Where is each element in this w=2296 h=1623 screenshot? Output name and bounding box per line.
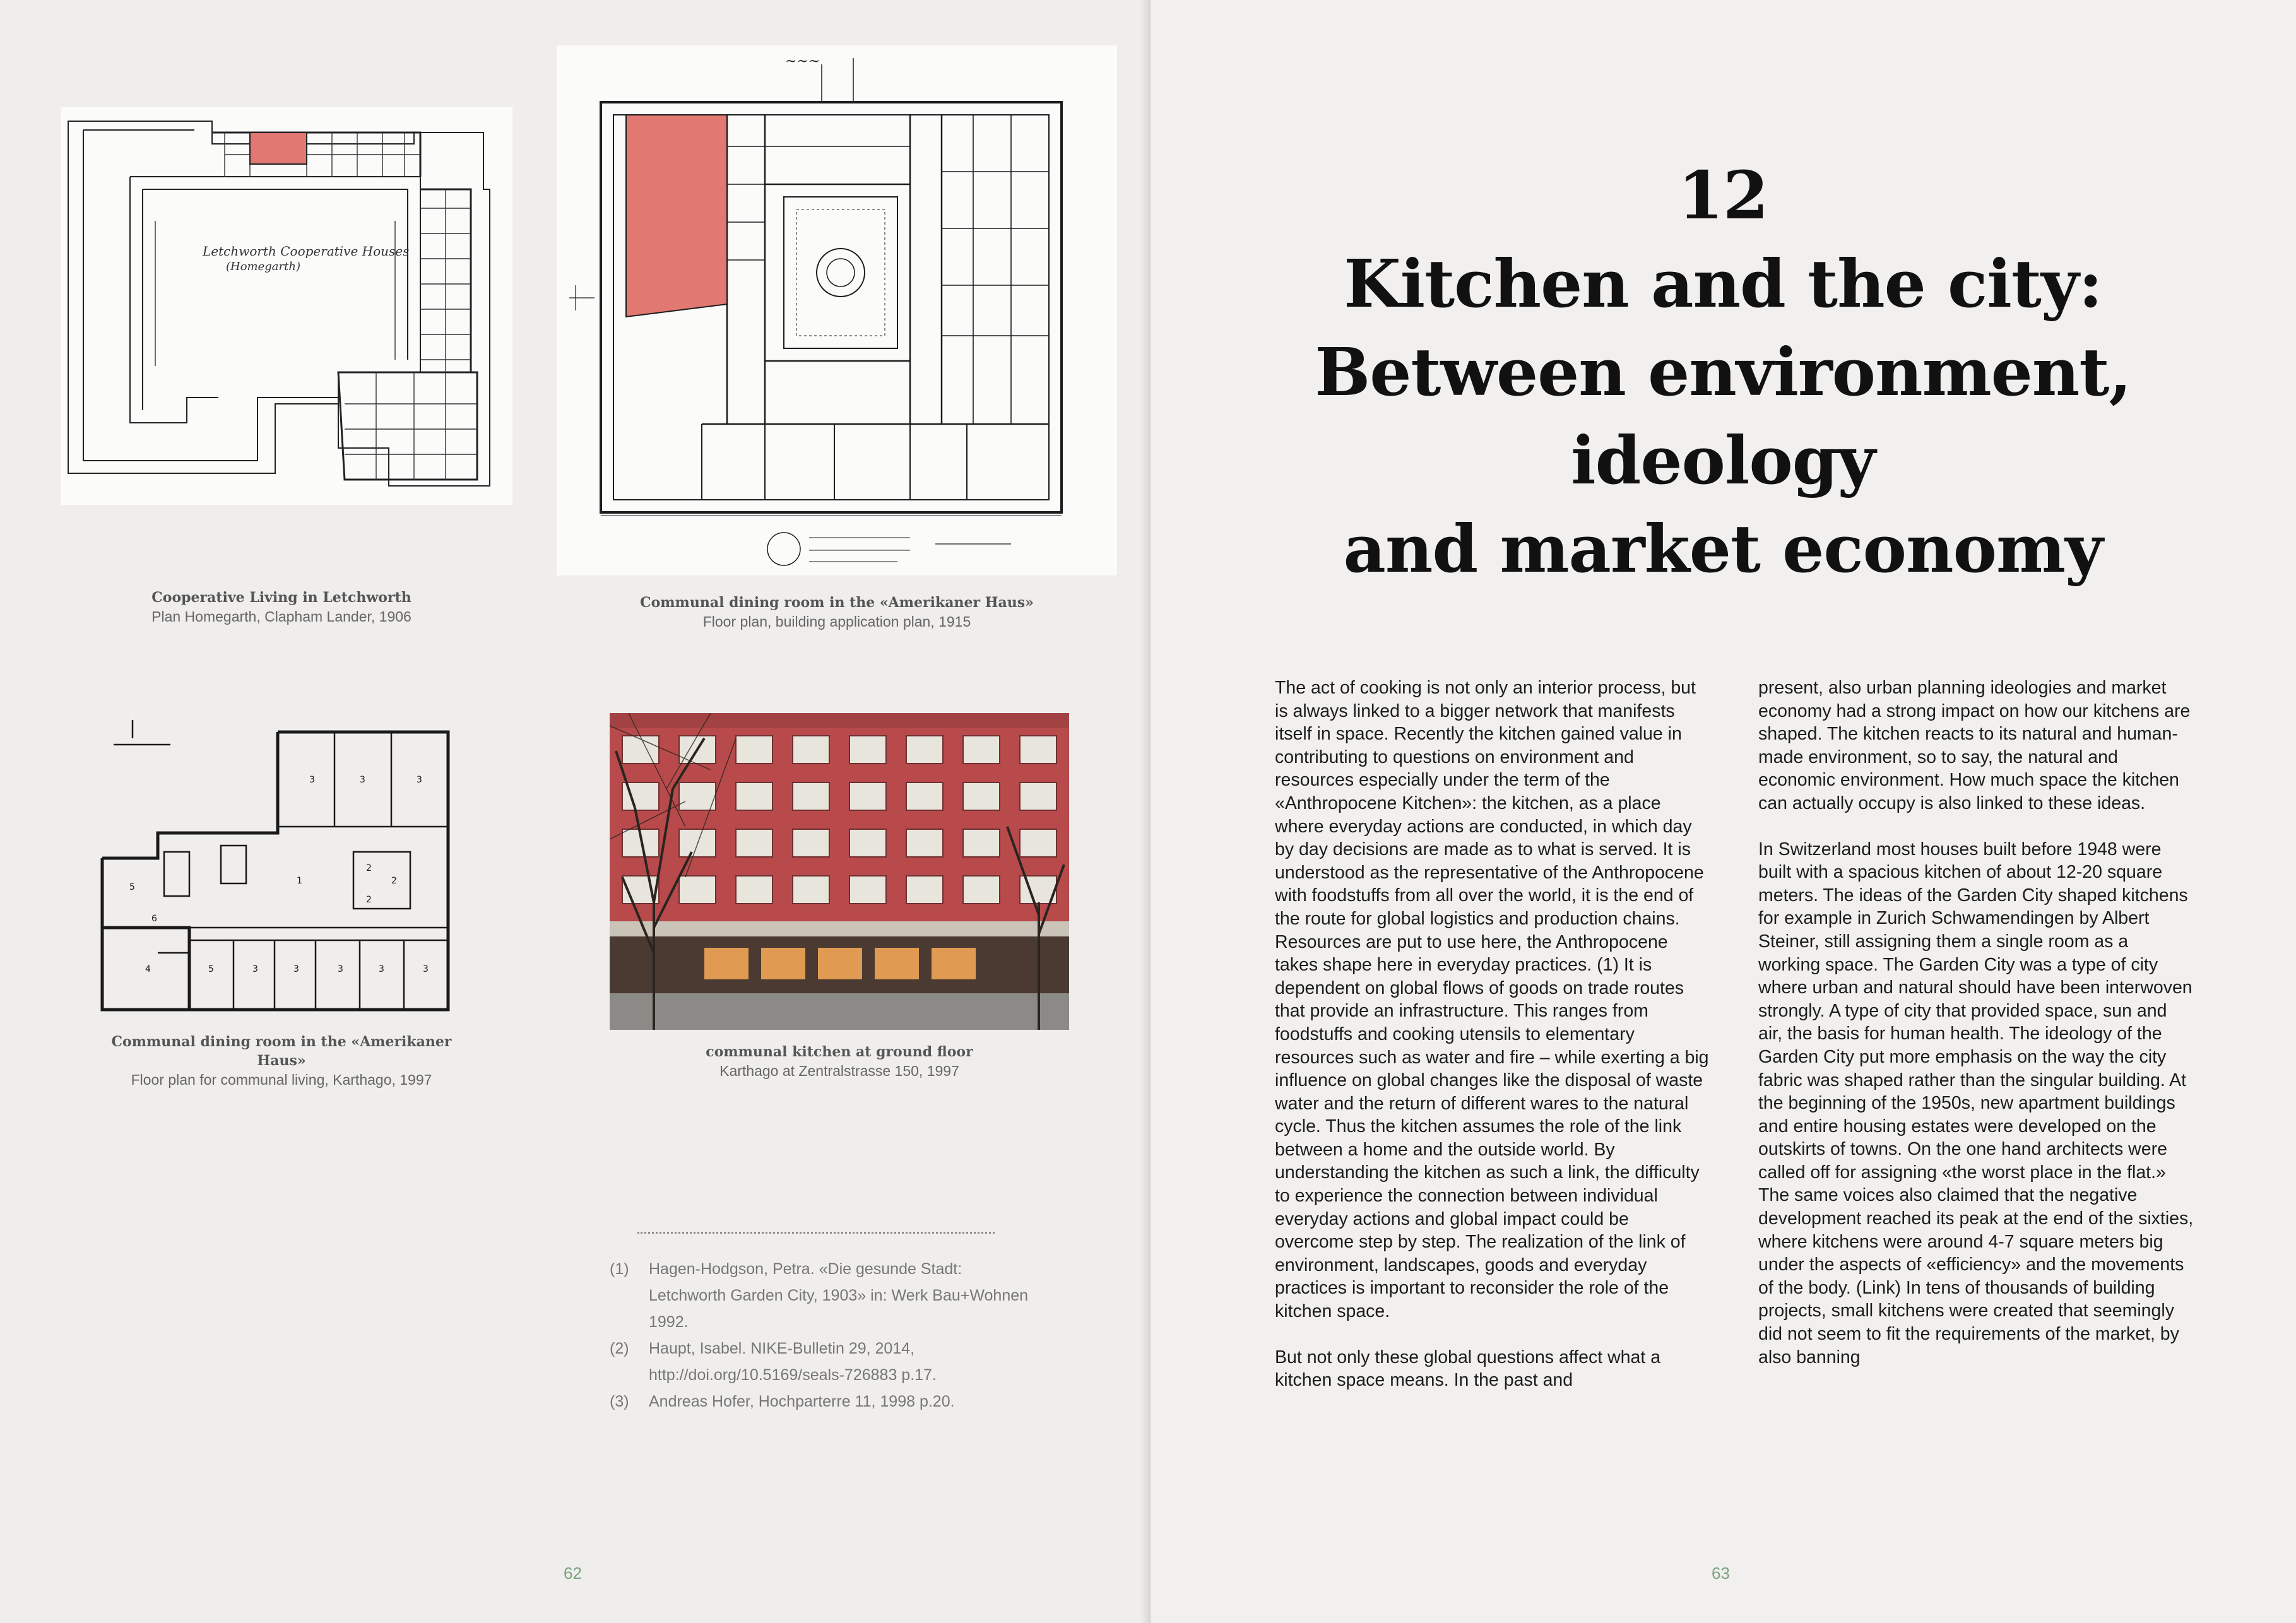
- caption-title: Communal dining room in the «Amerikaner Haus»: [111, 1034, 452, 1069]
- caption-title: Cooperative Living in Letchworth: [151, 589, 411, 606]
- karthago-floor-plan-figure: [95, 719, 458, 1016]
- left-page: [0, 0, 1147, 1623]
- svg-text:3: 3: [417, 775, 422, 785]
- footnote-text: Hagen-Hodgson, Petra. «Die gesunde Stadt: Letchworth Garden City, 1903» in: Werk Bau+Wohnen 1992.: [649, 1260, 1029, 1331]
- karthago-floor-plan-drawing: [95, 719, 458, 1016]
- figure-caption-4: [610, 1042, 1069, 1080]
- svg-text:3: 3: [338, 964, 343, 974]
- svg-text:3: 3: [379, 964, 384, 974]
- svg-text:3: 3: [423, 964, 429, 974]
- caption-subtitle: Floor plan for communal living, Karthago, 1997: [131, 1071, 432, 1088]
- body-paragraph: present, also urban planning ideologies and market economy had a strong impact on how our kitchens are shaped. The kitchen reacts to its natural and human-made environment, so to say, the natural and economic environment. How much space the kitchen can actually occupy is also linked to these ideas.: [1758, 678, 2191, 813]
- body-paragraph: But not only these global questions affect what a kitchen space means. In the past and: [1275, 1347, 1661, 1391]
- chapter-title-line-1: Kitchen and the city:: [1344, 245, 2102, 322]
- caption-title: Communal dining room in the «Amerikaner Haus»: [640, 594, 1034, 611]
- facade-photo-illustration: [610, 713, 1069, 1030]
- svg-text:5: 5: [208, 964, 214, 974]
- figure-caption-1: [86, 588, 477, 626]
- highlighted-dining-room: [626, 115, 727, 317]
- plan-label-line1: Letchworth Cooperative Houses: [203, 244, 410, 259]
- svg-text:5: 5: [129, 882, 135, 892]
- letchworth-plan-drawing: [61, 107, 512, 505]
- footnote-1: [610, 1256, 1039, 1335]
- page-number-left: 62: [564, 1564, 582, 1583]
- svg-text:3: 3: [293, 964, 299, 974]
- svg-text:3: 3: [252, 964, 258, 974]
- footnote-divider: [637, 1232, 995, 1234]
- amerikaner-haus-plan-figure: [557, 45, 1117, 575]
- caption-subtitle: Karthago at Zentralstrasse 150, 1997: [719, 1063, 959, 1079]
- caption-subtitle: Plan Homegarth, Clapham Lander, 1906: [151, 608, 411, 625]
- letchworth-plan-figure: [61, 107, 512, 505]
- footnote-text: Andreas Hofer, Hochparterre 11, 1998 p.20.: [649, 1393, 955, 1410]
- plan-label-line2: (Homegarth): [226, 260, 300, 273]
- highlighted-dining-room: [250, 133, 307, 164]
- figure-caption-2: [578, 593, 1096, 631]
- footnote-3: [610, 1388, 1039, 1415]
- body-text-column-1: [1275, 676, 1710, 1415]
- svg-text:3: 3: [360, 775, 365, 785]
- amerikaner-haus-plan-drawing: [557, 45, 1117, 575]
- body-paragraph: In Switzerland most houses built before 1948 were built with a spacious kitchen of about 12-20 square meters. The ideas of the Garden City shaped kitchens for example in Zurich Schwamendingen by Albert Steiner, still assigning them a single room as a working space. The Garden City was a type of city where urban and natural should have been interwoven strongly. A type of city that provided space, sun and air, the basis for human health. The ideology of the Garden City put more emphasis on the way the city fabric was shaped rather than the singular building. At the beginning of the 1950s, new apartment buildings and entire housing estates were developed on the outskirts of towns. On the one hand architects were called off for assigning «the worst place in the flat.» The same voices also claimed that the negative development reached its peak at the end of the sixties, where kitchens were around 4-7 square meters big under the aspects of «efficiency» and the movements of the body. (Link) In tens of thousands of building projects, small kitchens were created that seemingly did not seem to fit the requirements of the market, by also banning: [1758, 839, 2194, 1367]
- karthago-facade-photo: [610, 713, 1069, 1030]
- svg-text:4: 4: [145, 964, 151, 974]
- chapter-title-line-3: and market economy: [1343, 510, 2103, 587]
- chapter-number: 12: [1678, 156, 1768, 234]
- caption-subtitle: Floor plan, building application plan, 1915: [702, 613, 971, 630]
- footnote-number: (3): [610, 1393, 629, 1410]
- svg-text:~~~: ~~~: [785, 54, 820, 69]
- svg-text:2: 2: [366, 863, 372, 873]
- footnote-number: (2): [610, 1340, 629, 1357]
- chapter-heading: [1186, 151, 2259, 593]
- svg-text:2: 2: [366, 895, 372, 905]
- footnote-text: Haupt, Isabel. NIKE-Bulletin 29, 2014, http://doi.org/10.5169/seals-726883 p.17.: [649, 1340, 937, 1384]
- svg-text:3: 3: [309, 775, 315, 785]
- footnote-number: (1): [610, 1260, 629, 1278]
- figure-caption-3: [86, 1032, 477, 1089]
- footnote-2: [610, 1335, 1039, 1388]
- caption-title: communal kitchen at ground floor: [706, 1044, 973, 1060]
- body-text-column-2: [1758, 676, 2194, 1391]
- chapter-title-line-2: Between environment, ideology: [1315, 333, 2131, 499]
- page-number-right: 63: [1712, 1564, 1730, 1583]
- footnotes: [610, 1256, 1039, 1415]
- body-paragraph: The act of cooking is not only an interior process, but is always linked to a bigger network that manifests itself in space. Recently the kitchen gained value in contributing to questions on environment and resources especially under the term of the «Anthropocene Kitchen»: the kitchen, as a place where everyday actions are conducted, in which day by day decisions are made as to what is served. It is understood as the representative of the Anthropocene with foodstuffs from all over the world, it is the end of the route for global logistics and production chains. Resources are put to use here, the Anthropocene takes shape here in everyday practices. (1) It is dependent on global flows of goods on trade routes that provide an infrastructure. This ranges from foodstuffs and cooking utensils to elementary resources such as water and fire – while exerting a big influence on global changes like the disposal of waste water and the return of different wares to the natural cycle. Thus the kitchen assumes the role of the link between a home and the outside world. By understanding the kitchen as such a link, the difficulty to experience the connection between individual everyday actions and global impact could be overcome step by step. The realization of the link of environment, landscapes, goods and everyday practices is important to reconsider the role of the kitchen space.: [1275, 678, 1709, 1322]
- svg-text:1: 1: [297, 876, 302, 886]
- svg-text:6: 6: [151, 914, 157, 924]
- svg-text:2: 2: [391, 876, 397, 886]
